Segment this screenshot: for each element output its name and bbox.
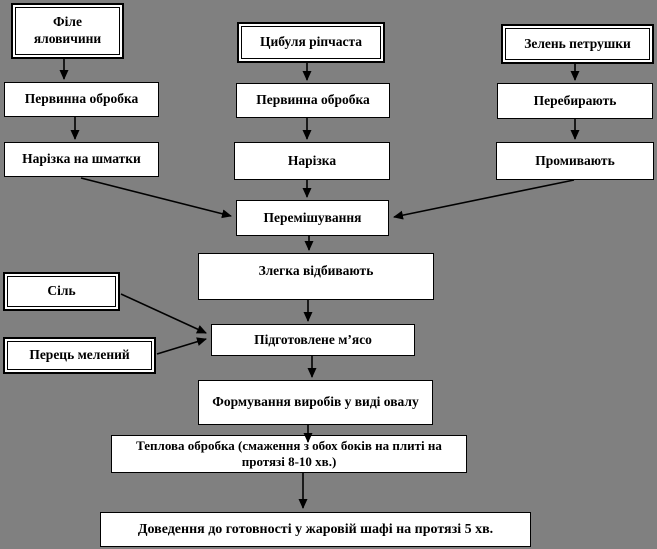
node-salt <box>3 272 120 311</box>
node-onion <box>237 22 385 63</box>
arrow-pepper-to-meat <box>157 339 206 354</box>
node-label: Нарізка на шматки <box>22 151 141 167</box>
node-label: Промивають <box>535 152 615 168</box>
node-heat-treatment <box>111 435 467 473</box>
arrow-cut-to-mixing <box>81 178 231 216</box>
node-ground-pepper <box>3 337 156 374</box>
node-label: Філе яловичини <box>15 7 120 55</box>
node-label: Перемішування <box>263 209 362 225</box>
node-primary-processing-beef <box>4 82 159 117</box>
node-label: Злегка відбивають <box>258 263 374 278</box>
node-label: Перебирають <box>533 92 617 108</box>
node-label: Первинна обробка <box>256 92 370 108</box>
node-beef-fillet <box>11 3 124 59</box>
node-light-beating <box>198 253 434 300</box>
node-label: Доведення до готовності у жаровій шафі на протязі 5 хв. <box>137 521 494 537</box>
node-finish-in-oven <box>100 512 531 547</box>
node-label: Перець мелений <box>7 341 152 370</box>
node-cut-into-pieces <box>4 142 159 177</box>
arrow-salt-to-meat <box>121 294 206 333</box>
node-forming-oval <box>198 380 433 425</box>
node-label: Сіль <box>7 276 116 307</box>
node-label: Цибуля ріпчаста <box>241 26 381 59</box>
node-label: Зелень петрушки <box>505 28 650 60</box>
node-mixing <box>236 200 389 236</box>
node-label: Теплова обробка (смаження з обох боків на плиті на протязі 8-10 хв.) <box>136 437 442 469</box>
node-sorting <box>497 83 653 119</box>
node-label: Первинна обробка <box>24 91 139 107</box>
node-label: Підготовлене м’ясо <box>254 331 372 347</box>
arrow-washing-to-mixing <box>394 180 574 217</box>
node-label: Нарізка <box>287 152 337 168</box>
node-parsley-greens <box>501 24 654 64</box>
node-washing <box>496 142 654 180</box>
node-label: Формування виробів у виді овалу <box>212 394 419 410</box>
node-slicing <box>234 142 390 180</box>
node-prepared-meat <box>211 324 415 356</box>
node-primary-processing-onion <box>236 83 390 118</box>
